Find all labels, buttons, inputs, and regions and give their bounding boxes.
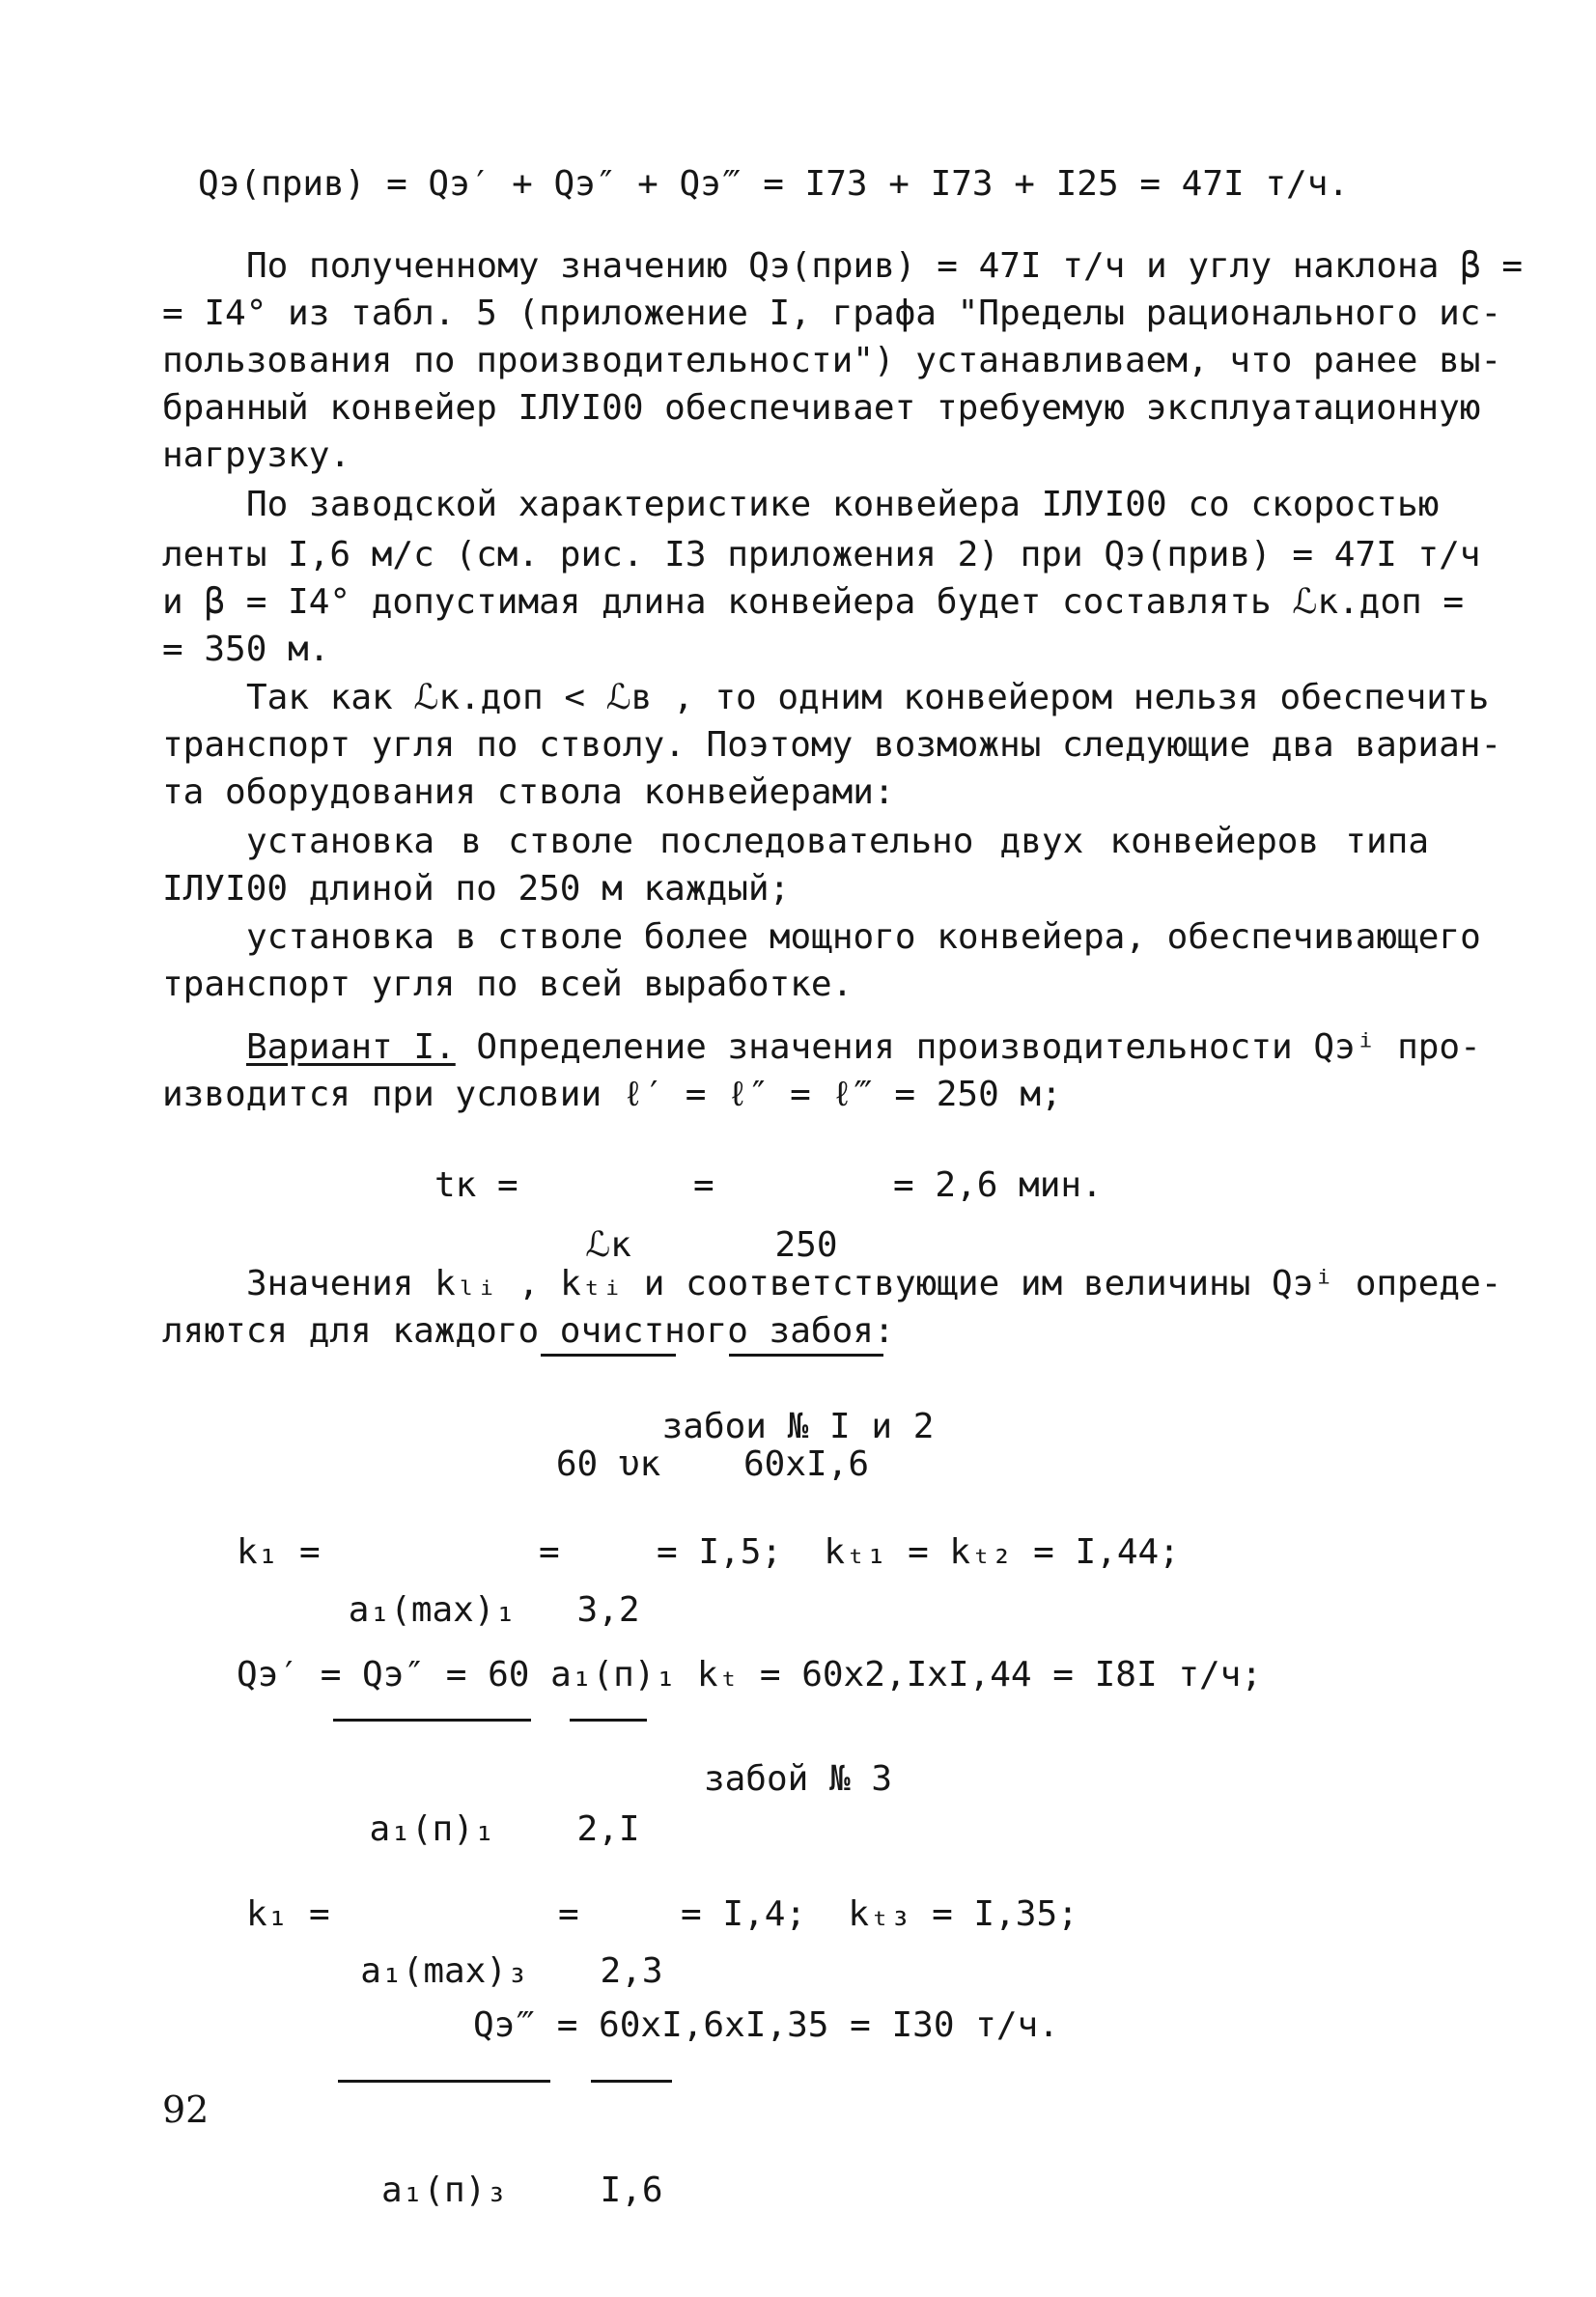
formula-k1-rhs: = I,5; kₜ₁ = kₜ₂ = I,44; bbox=[657, 1532, 1180, 1572]
variant-1-text: Определение значения производительности Qэⁱ про- bbox=[455, 1027, 1481, 1067]
paragraph-2-line-4: = 350 м. bbox=[162, 630, 330, 669]
paragraph-3-line-2: транспорт угля по стволу. Поэтому возможны следующие два вариан- bbox=[162, 725, 1502, 765]
option-1-line-2: IЛУI00 длиной по 250 м каждый; bbox=[162, 869, 791, 909]
fraction-bar bbox=[338, 2080, 550, 2083]
paragraph-1-line-5: нагрузку. bbox=[162, 435, 351, 475]
formula-k3-num2: 2,3 bbox=[600, 1951, 663, 1991]
formula-q-face-3: Qэ‴ = 60xI,6xI,35 = I30 т/ч. bbox=[473, 2005, 1059, 2045]
fraction-bar bbox=[333, 1719, 531, 1722]
formula-k3-fraction-1 bbox=[338, 1865, 550, 2297]
formula-k1-num2: 3,2 bbox=[576, 1590, 640, 1630]
formula-k3-rhs: = I,4; kₜ₃ = I,35; bbox=[681, 1894, 1078, 1934]
formula-total-productivity: Qэ(прив) = Qэ′ + Qэ″ + Qэ‴ = I73 + I73 + I25 = 47I т/ч. bbox=[198, 164, 1350, 204]
variant-1-line-1 bbox=[246, 1025, 1481, 1070]
fraction-bar bbox=[729, 1354, 883, 1357]
paragraph-1-line-4: бранный конвейер IЛУI00 обеспечивает требуемую эксплуатационную bbox=[162, 388, 1481, 428]
formula-k3-den2: I,6 bbox=[600, 2171, 663, 2210]
formula-tk-eq: = bbox=[693, 1165, 714, 1205]
page-number: 92 bbox=[162, 2088, 210, 2131]
formula-k1-den2: 2,I bbox=[576, 1809, 640, 1849]
formula-k1-lhs: k₁ = bbox=[237, 1532, 321, 1572]
option-1-line-1: установка в стволе последовательно двух конвейеров типа bbox=[246, 822, 1429, 861]
fraction-bar bbox=[541, 1354, 676, 1357]
formula-tk-num2: 250 bbox=[774, 1225, 838, 1265]
formula-tk-fraction-2 bbox=[729, 1139, 883, 1571]
heading-face-3: забой № 3 bbox=[703, 1759, 893, 1799]
formula-q-faces-1-2: Qэ′ = Qэ″ = 60 a₁(п)₁ kₜ = 60x2,IxI,44 = I8I т/ч; bbox=[237, 1655, 1263, 1695]
formula-k3-den1: a₁(п)₃ bbox=[380, 2171, 508, 2210]
formula-tk-den2: 60xI,6 bbox=[742, 1444, 870, 1484]
formula-k1-num1: a₁(max)₁ bbox=[348, 1590, 517, 1630]
option-2-line-1: установка в стволе более мощного конвейера, обеспечивающего bbox=[246, 917, 1481, 957]
paragraph-2-line-3: и β = I4° допустимая длина конвейера будет составлять ℒк.доп = bbox=[162, 582, 1465, 622]
variant-1-label: Вариант I. bbox=[246, 1027, 456, 1067]
formula-k1-den1: a₁(п)₁ bbox=[369, 1809, 495, 1849]
fraction-bar bbox=[570, 1719, 647, 1722]
paragraph-4-line-1: Значения kₗᵢ , kₜᵢ и соответствующие им величины Qэⁱ опреде- bbox=[246, 1264, 1502, 1303]
paragraph-1-line-2: = I4° из табл. 5 (приложение I, графа "Пределы рационального ис- bbox=[162, 294, 1502, 333]
paragraph-2-line-2: ленты I,6 м/с (см. рис. I3 приложения 2) при Qэ(прив) = 47I т/ч bbox=[162, 535, 1481, 574]
paragraph-2-line-1: По заводской характеристике конвейера IЛУI00 со скоростью bbox=[246, 485, 1440, 524]
heading-faces-1-2: забои № I и 2 bbox=[661, 1407, 935, 1446]
paragraph-4-line-2: ляются для каждого очистного забоя: bbox=[162, 1311, 895, 1351]
formula-tk-den1: 60 υк bbox=[555, 1444, 661, 1484]
formula-tk-num1: ℒк bbox=[585, 1225, 631, 1265]
variant-1-line-2: изводится при условии ℓ′ = ℓ″ = ℓ‴ = 250 м; bbox=[162, 1075, 1062, 1114]
fraction-bar bbox=[591, 2080, 672, 2083]
formula-k3-fraction-2 bbox=[591, 1865, 672, 2297]
formula-k3-lhs: k₁ = bbox=[246, 1894, 330, 1934]
option-2-line-2: транспорт угля по всей выработке. bbox=[162, 965, 854, 1004]
paragraph-3-line-3: та оборудования ствола конвейерами: bbox=[162, 772, 895, 812]
paragraph-1-line-3: пользования по производительности") устанавливаем, что ранее вы- bbox=[162, 341, 1502, 380]
formula-k3-eq: = bbox=[558, 1894, 579, 1934]
paragraph-3-line-1: Так как ℒк.доп < ℒв , то одним конвейером нельзя обеспечить bbox=[246, 678, 1490, 717]
formula-tk-rhs: = 2,6 мин. bbox=[893, 1165, 1103, 1205]
paragraph-1-line-1: По полученному значению Qэ(прив) = 47I т/ч и углу наклона β = bbox=[246, 246, 1524, 286]
formula-k3-num1: a₁(max)₃ bbox=[360, 1951, 528, 1991]
formula-k1-eq: = bbox=[539, 1532, 560, 1572]
formula-tk-lhs: tк = bbox=[434, 1165, 518, 1205]
